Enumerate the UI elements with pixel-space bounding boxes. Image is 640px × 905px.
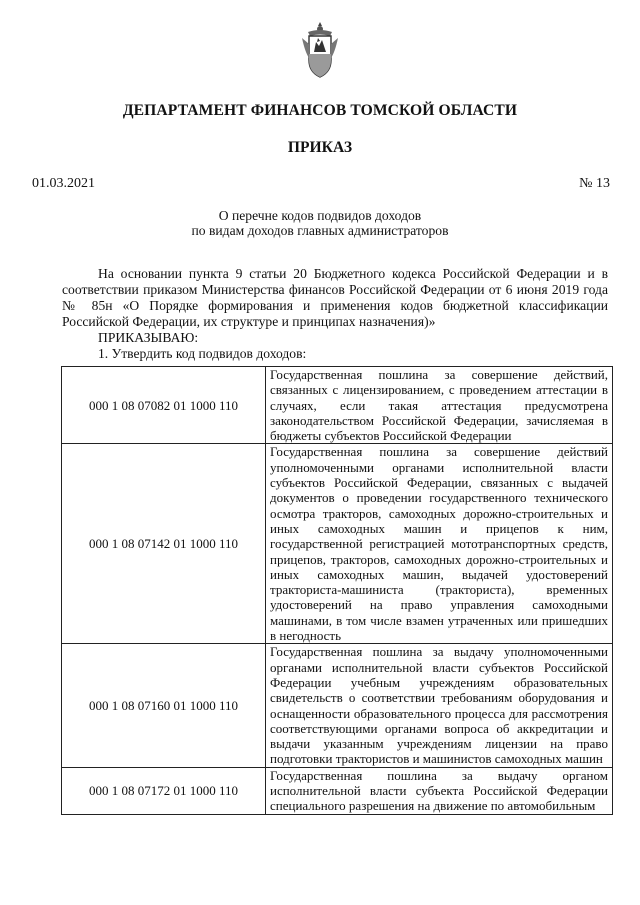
income-code-cell: 000 1 08 07160 01 1000 110: [62, 644, 266, 767]
document-subject: [0, 208, 640, 238]
income-code-cell: 000 1 08 07082 01 1000 110: [62, 367, 266, 444]
document-number: № 13: [579, 176, 610, 191]
preamble-paragraph: На основании пункта 9 статьи 20 Бюджетного кодекса Российской Федерации и в соответствии приказом Министерства финансов Российской Федерации от 6 июня 2019 года № 85н «О Порядке формирования и применения кодов бюджетной классификации Российской Федерации, их структуре и принципах назначения)»: [62, 266, 608, 329]
table-row: [62, 767, 613, 814]
income-description-cell: Государственная пошлина за совершение действий уполномоченными органами исполнительной власти субъектов Российской Федерации, связанных с выдачей документов о проведении государственного технического осмотра тракторов, самоходных дорожно-строительных и иных самоходных машин и прицепов к ним, государственной регистрацией мототранспортных средств, прицепов, тракторов, самоходных дорожно-строительных и иных самоходных машин, выдачей удостоверений тракториста-машиниста (тракториста), временных удостоверений на право управления самоходными машинами, в том числе взамен утраченных или пришедших в негодность: [266, 444, 613, 644]
table-row: [62, 367, 613, 444]
income-code-cell: 000 1 08 07172 01 1000 110: [62, 767, 266, 814]
table-row: [62, 444, 613, 644]
document-type-title: ПРИКАЗ: [287, 139, 353, 156]
income-description-cell: Государственная пошлина за совершение действий, связанных с лицензированием, с проведением аттестации в случаях, если такая аттестация предусмотрена законодательством Российской Федерации, зачисляемая в бюджеты субъектов Российской Федерации: [266, 367, 613, 444]
document-date: 01.03.2021: [32, 176, 95, 191]
department-title: ДЕПАРТАМЕНТ ФИНАНСОВ ТОМСКОЙ ОБЛАСТИ: [122, 102, 518, 119]
income-code-cell: 000 1 08 07142 01 1000 110: [62, 444, 266, 644]
income-codes-table: [61, 366, 613, 815]
order-word: ПРИКАЗЫВАЮ:: [98, 330, 199, 345]
income-description-cell: Государственная пошлина за выдачу органом исполнительной власти субъекта Российской Федерации специального разрешения на движение по автомобильным: [266, 767, 613, 814]
income-description-cell: Государственная пошлина за выдачу уполномоченными органами исполнительной власти субъектов Российской Федерации учебным учреждениям образовательных свидетельств о соответствии требованиям оборудования и оснащенности образовательного процесса для рассмотрения соответствующими органами вопроса об аккредитации и выдачи указанным учреждениям лицензии на право подготовки трактористов и машинистов самоходных машин: [266, 644, 613, 767]
subject-line-2: по видам доходов главных администраторов: [191, 223, 449, 238]
subject-line-1: О перечне кодов подвидов доходов: [218, 208, 422, 223]
order-item-1: 1. Утвердить код подвидов доходов:: [98, 346, 307, 361]
table-row: [62, 644, 613, 767]
document-body: [62, 266, 608, 362]
coat-of-arms-icon: [300, 22, 340, 78]
